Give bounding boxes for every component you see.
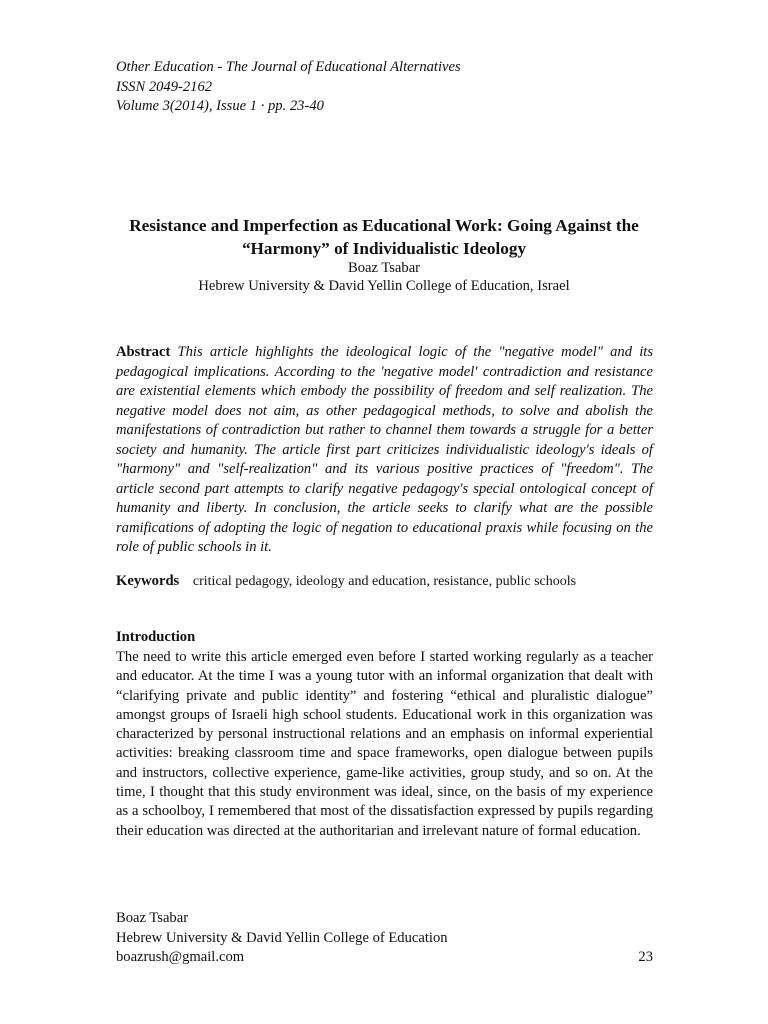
keywords-text: critical pedagogy, ideology and education, resistance, public schools xyxy=(192,574,577,589)
page-footer xyxy=(116,909,448,968)
footer-affiliation: Hebrew University & David Yellin College of Education xyxy=(116,929,448,946)
journal-header xyxy=(116,58,461,117)
footer-email: boazrush@gmail.com xyxy=(116,949,245,965)
keywords-section xyxy=(116,572,576,591)
article-affiliation: Hebrew University & David Yellin College of Education, Israel xyxy=(198,278,570,294)
abstract-text: This article highlights the ideological logic of the "negative model" and its pedagogical implications. According to the 'negative model' contradiction and resistance are existential elements which embody the possibility of freedom and self realization. The negative model does not aim, as other pedagogical methods, to solve and abolish the manifestations of contradiction but rather to channel them towards a struggle for a better society and humanity. The article first part criticizes individualistic ideology's ideals of "harmony" and "self-realization" and its various positive practices of "freedom". The article second part attempts to clarify negative pedagogy's special ontological concept of humanity and liberty. In conclusion, the article seeks to clarify what are the possible ramifications of adopting the logic of negation to educational praxis while focusing on the role of public schools in it. xyxy=(116,344,653,555)
introduction-body: The need to write this article emerged even before I started working regularly as a teacher and educator. At the time I was a young tutor with an informal organization that dealt with “clarifying private and public identity” and fostering “ethical and pluralistic dialogue” amongst groups of Israeli high school students. Educational work in this organization was characterized by personal instructional relations and an emphasis on informal experiential activities: breaking classroom time and space frameworks, open dialogue between pupils and instructors, collective experience, game-like activities, group study, and so on. At the time, I thought that this study environment was ideal, since, on the basis of my experience as a schoolboy, I remembered that most of the dissatisfaction expressed by pupils regarding their education was directed at the authoritarian and irrelevant nature of formal education. xyxy=(116,649,653,839)
introduction-heading: Introduction xyxy=(116,629,196,645)
journal-name: Other Education - The Journal of Educational Alternatives xyxy=(116,59,461,75)
journal-volume: Volume 3(2014), Issue 1 · pp. 23-40 xyxy=(116,98,324,114)
article-title: Resistance and Imperfection as Educational Work: Going Against the “Harmony” of Individualistic Ideology xyxy=(129,216,639,258)
page-number: 23 xyxy=(638,949,653,965)
abstract-label: Abstract xyxy=(116,344,171,360)
footer-author: Boaz Tsabar xyxy=(116,910,189,926)
keywords-label: Keywords xyxy=(116,573,180,589)
journal-issn: ISSN 2049-2162 xyxy=(116,78,213,95)
article-author: Boaz Tsabar xyxy=(347,260,421,276)
abstract-section xyxy=(116,343,653,558)
